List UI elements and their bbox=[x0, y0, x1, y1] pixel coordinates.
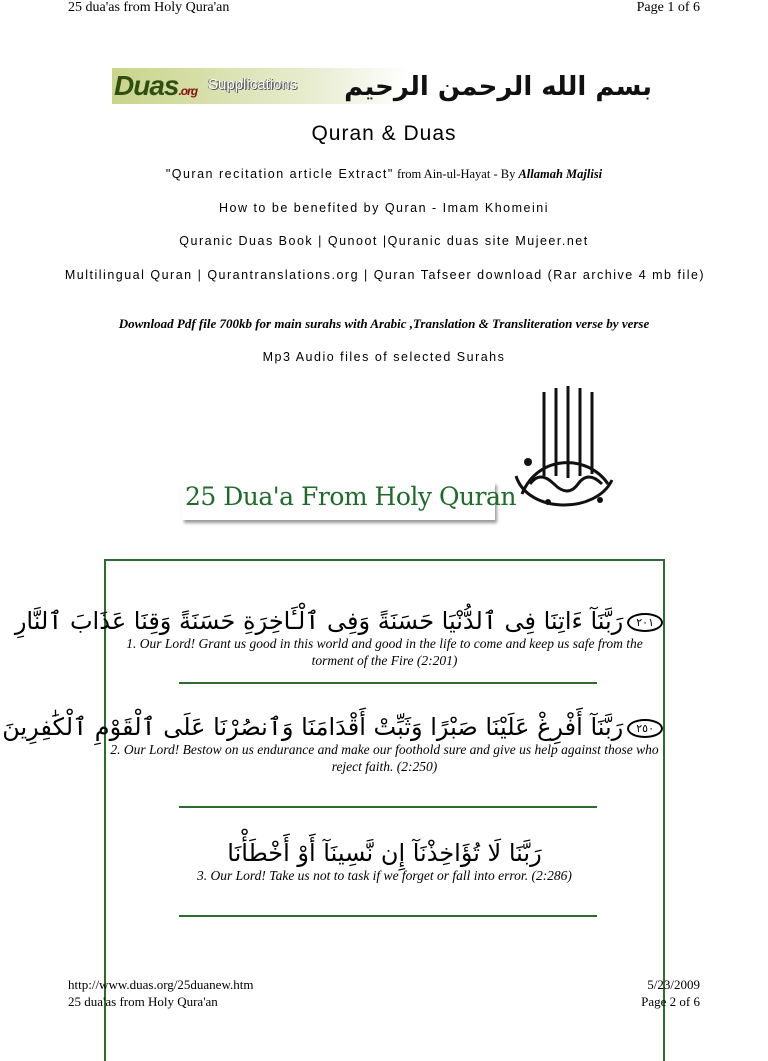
dua-item bbox=[14, 607, 663, 669]
multilingual-links[interactable]: Multilingual Quran | Qurantranslations.org | Quran Tafseer download (Rar archive 4 mb file) bbox=[64, 268, 706, 282]
dua-heading-banner bbox=[182, 482, 517, 520]
dua-translation: 2. Our Lord! Bestow on us endurance and make our foothold sure and give us help against those who reject faith. (2:250) bbox=[110, 742, 659, 774]
site-logo-banner[interactable] bbox=[112, 68, 652, 104]
duas-book-links[interactable]: Quranic Duas Book | Qunoot |Quranic duas site Mujeer.net bbox=[179, 234, 589, 248]
dua-arabic-text: ٢٥٠رَبَّنَآ أَفْرِغْ عَلَيْنَا صَبْرًا وَثَبِّتْ أَقْدَامَنَا وَٱنصُرْنَا عَلَى ٱلْقَوْمِ ٱلْكَٰفِرِينَ bbox=[106, 713, 663, 741]
ayah-number-marker: ٢٥٠ bbox=[627, 719, 663, 738]
recitation-author: Allamah Majlisi bbox=[518, 167, 603, 181]
dua-item bbox=[106, 839, 663, 884]
dua-translation: 1. Our Lord! Grant us good in this world and good in the life to come and keep us safe from the torment of the Fire (2:201) bbox=[126, 636, 643, 668]
divider bbox=[179, 682, 597, 684]
dua-arabic-text: رَبَّنَا لَا تُؤَاخِذْنَآ إِن نَّسِينَآ أَوْ أَخْطَأْنَا bbox=[227, 839, 542, 867]
footer-date: 5/23/2009 bbox=[647, 977, 700, 992]
divider bbox=[179, 915, 597, 917]
download-pdf-link[interactable]: Download Pdf file 700kb for main surahs with Arabic ,Translation & Transliteration verse by verse bbox=[118, 316, 650, 331]
recitation-quote: "Quran recitation article Extract" bbox=[165, 167, 394, 181]
footer-title: 25 dua'as from Holy Qura'an bbox=[68, 994, 218, 1009]
ayah-number-marker: ٢٠١ bbox=[627, 613, 663, 632]
benefited-link[interactable]: How to be benefited by Quran - Imam Khomeini bbox=[218, 201, 550, 215]
dua-translation: 3. Our Lord! Take us not to task if we forget or fall into error. (2:286) bbox=[197, 868, 572, 883]
logo-org: .org bbox=[178, 84, 198, 98]
bismillah-calligraphy-image bbox=[508, 384, 616, 520]
page-header-number: Page 1 of 6 bbox=[636, 0, 700, 15]
footer-page-number: Page 2 of 6 bbox=[641, 994, 700, 1009]
recitation-link[interactable] bbox=[0, 167, 768, 182]
logo-text: Duas.org bbox=[114, 70, 198, 101]
divider bbox=[179, 806, 597, 808]
footer-url[interactable]: http://www.duas.org/25duanew.htm bbox=[68, 977, 254, 992]
dua-heading-text: 25 Dua'a From Holy Quran bbox=[185, 482, 517, 511]
page-header-title: 25 dua'as from Holy Qura'an bbox=[68, 0, 230, 15]
logo-supplications: Supplications bbox=[208, 76, 298, 93]
dua-item bbox=[2, 713, 663, 775]
bismillah-calligraphy: بسم الله الرحمن الرحيم bbox=[344, 72, 652, 102]
dua-arabic-text: ٢٠١رَبَّنَآ ءَاتِنَا فِى ٱلدُّنْيَا حَسَنَةً وَفِى ٱلْـَٔاخِرَةِ حَسَنَةً وَقِنَا عَذَابَ ٱلنَّارِ bbox=[106, 607, 663, 635]
mp3-link[interactable]: Mp3 Audio files of selected Surahs bbox=[262, 350, 506, 364]
page-title: Quran & Duas bbox=[311, 122, 457, 145]
recitation-source: from Ain-ul-Hayat - By bbox=[393, 167, 519, 181]
